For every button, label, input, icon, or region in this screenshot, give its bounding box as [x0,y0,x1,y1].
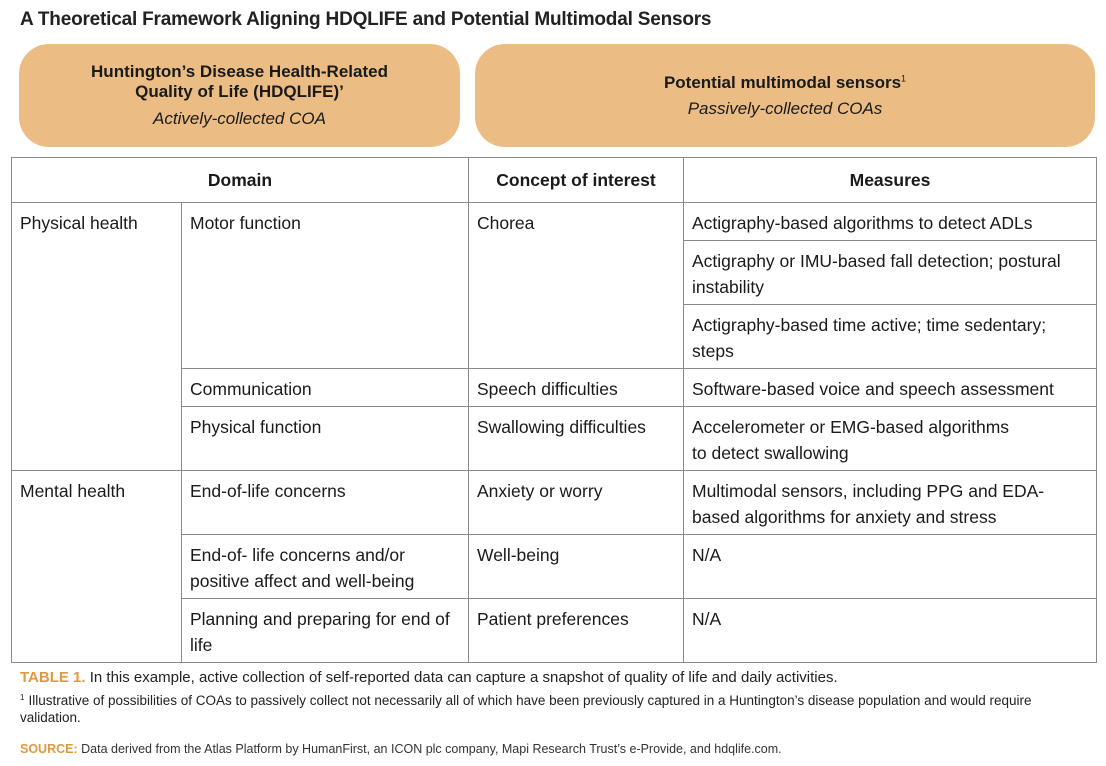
source-line [20,742,782,756]
measure-cell: Actigraphy or IMU-based fall detection; postural instability [684,241,1097,305]
measure-cell: N/A [684,535,1097,599]
concept-cell: Chorea [469,203,684,369]
measure-cell: Actigraphy-based time active; time sedentary; steps [684,305,1097,369]
subdomain-cell: Planning and preparing for end of life [182,599,469,663]
sensors-banner-subtitle: Passively-collected COAs [687,98,883,118]
measure-line: to detect swallowing [692,443,849,463]
footnote-text: Illustrative of possibilities of COAs to passively collect not necessarily all of which have been previously captured in a Huntington’s disease population and would require validation. [20,693,1032,725]
domain-cell: Mental health [12,471,182,663]
concept-cell: Anxiety or worry [469,471,684,535]
table-row [12,203,1097,241]
measure-cell [684,407,1097,471]
sensors-banner [475,44,1095,147]
caption-label: TABLE 1. [20,669,86,686]
footnote [20,692,1080,726]
measure-line: Accelerometer or EMG-based algorithms [692,417,1010,437]
measure-cell: Software-based voice and speech assessment [684,369,1097,407]
sensors-banner-title [664,72,906,94]
domain-cell: Physical health [12,203,182,471]
concept-cell: Well-being [469,535,684,599]
sensors-banner-title-text: Potential multimodal sensors [663,72,902,92]
header-concept: Concept of interest [469,158,684,203]
source-text: Data derived from the Atlas Platform by HumanFirst, an ICON plc company, Mapi Research Trust’s e-Provide, and hdqlife.com. [77,742,782,756]
hdqlife-banner-title-line2: Quality of Life (HDQLIFE)’ [135,81,344,101]
framework-table [11,157,1097,663]
hdqlife-banner-title [91,62,388,102]
concept-cell: Patient preferences [469,599,684,663]
measure-cell: Actigraphy-based algorithms to detect ADLs [684,203,1097,241]
table-row [12,471,1097,535]
measure-cell: N/A [684,599,1097,663]
hdqlife-banner [19,44,460,147]
subdomain-cell: Motor function [182,203,469,369]
caption-text: In this example, active collection of self-reported data can capture a snapshot of quality of life and daily activities. [85,669,838,686]
sensors-footnote-mark: 1 [901,72,907,83]
concept-cell: Speech difficulties [469,369,684,407]
hdqlife-banner-subtitle: Actively-collected COA [153,108,326,128]
footnote-mark: 1 [20,692,25,702]
header-domain: Domain [12,158,469,203]
table-caption [20,669,838,686]
subdomain-cell: Communication [182,369,469,407]
subdomain-cell: End-of- life concerns and/or positive affect and well-being [182,535,469,599]
header-measures: Measures [684,158,1097,203]
subdomain-cell: Physical function [182,407,469,471]
subdomain-cell: End-of-life concerns [182,471,469,535]
concept-cell: Swallowing difficulties [469,407,684,471]
table-header-row [12,158,1097,203]
hdqlife-banner-title-line1: Huntington’s Disease Health-Related [91,61,388,81]
page-title: A Theoretical Framework Aligning HDQLIFE and Potential Multimodal Sensors [20,9,712,30]
measure-cell: Multimodal sensors, including PPG and EDA-based algorithms for anxiety and stress [684,471,1097,535]
source-label: SOURCE: [20,742,78,756]
